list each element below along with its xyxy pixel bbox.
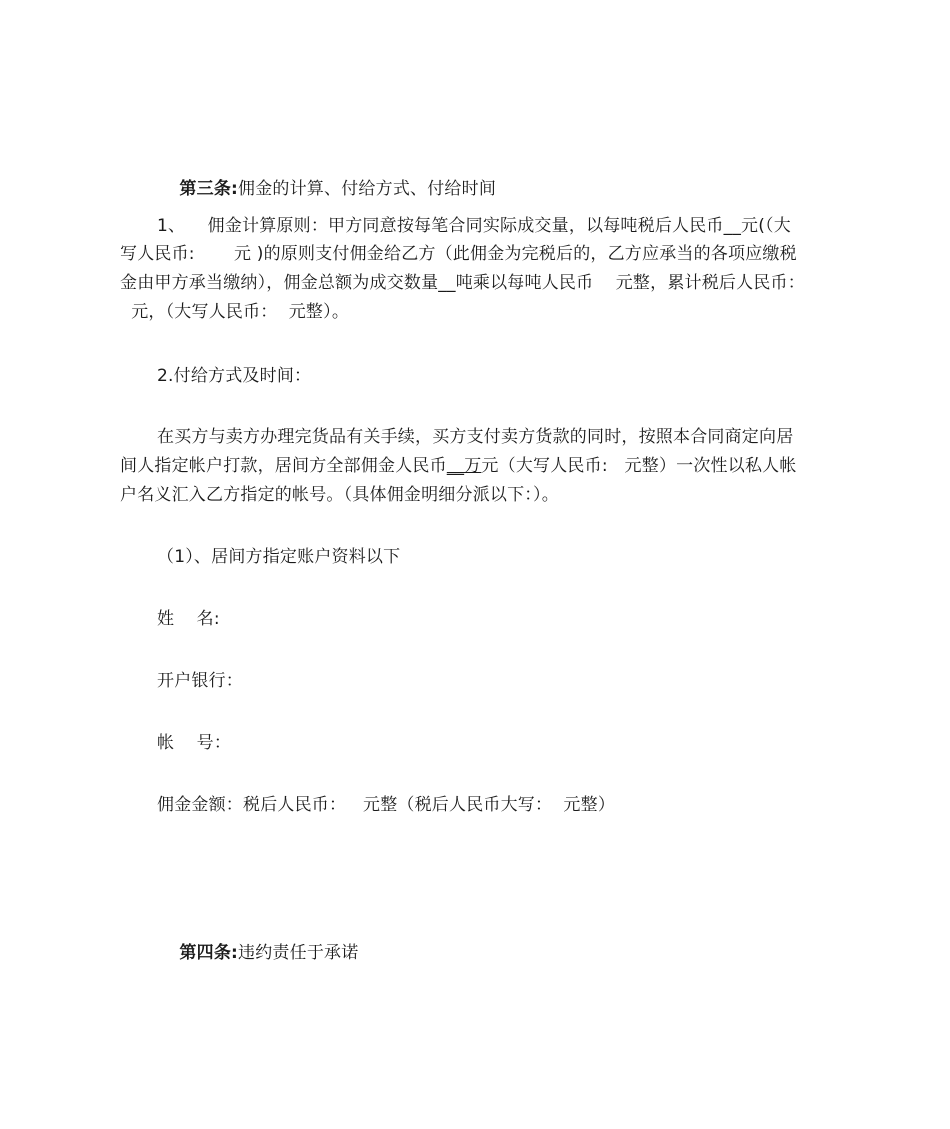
article-3-label: 第三条:	[179, 179, 239, 199]
article-4-title: 违约责任于承诺	[238, 943, 359, 963]
para3-line3: 户名义汇入乙方指定的帐号。（具体佣金明细分派以下：）。	[120, 485, 559, 505]
account-name-label: 姓 名:	[157, 609, 220, 629]
para3-line2-pre: 间人指定帐户打款，居间方全部佣金人民币	[120, 456, 447, 476]
article-4-label: 第四条:	[179, 943, 239, 963]
article-4-heading	[157, 917, 358, 989]
para1-line4: 元，（大写人民币： 元整）。	[120, 302, 350, 322]
para1-line2: 写人民币: 元 )的原则支付佣金给乙方（此佣金为完税后的，乙方应承当的各项应缴税	[120, 244, 797, 264]
article-3-title: 佣金的计算、付给方式、付给时间	[238, 179, 497, 199]
para3-line1: 在买方与卖方办理完货品有关手续，买方支付卖方货款的同时，按照本合同商定向居	[157, 427, 794, 447]
para3-line2	[120, 454, 797, 478]
para3-line2-post: 元（大写人民币: 元整）一次性以私人帐	[481, 456, 797, 476]
para1-line1: 1、 佣金计算原则：甲方同意按每笔合同实际成交量，以每吨税后人民币__元(（大	[157, 216, 791, 236]
account-number-label: 帐 号：	[157, 733, 232, 753]
account-heading: （1）、居间方指定账户资料以下	[157, 547, 401, 567]
para1-line3: 金由甲方承当缴纳），佣金总额为成交数量__吨乘以每吨人民币 元整，累计税后人民币：	[120, 273, 805, 293]
payment-method-heading: 2.付给方式及时间：	[157, 366, 312, 386]
account-bank-label: 开户银行：	[157, 671, 243, 691]
commission-amount-label: 佣金金额：税后人民币： 元整（税后人民币大写： 元整）	[157, 795, 616, 815]
para3-line2-blank: __万	[446, 456, 482, 476]
